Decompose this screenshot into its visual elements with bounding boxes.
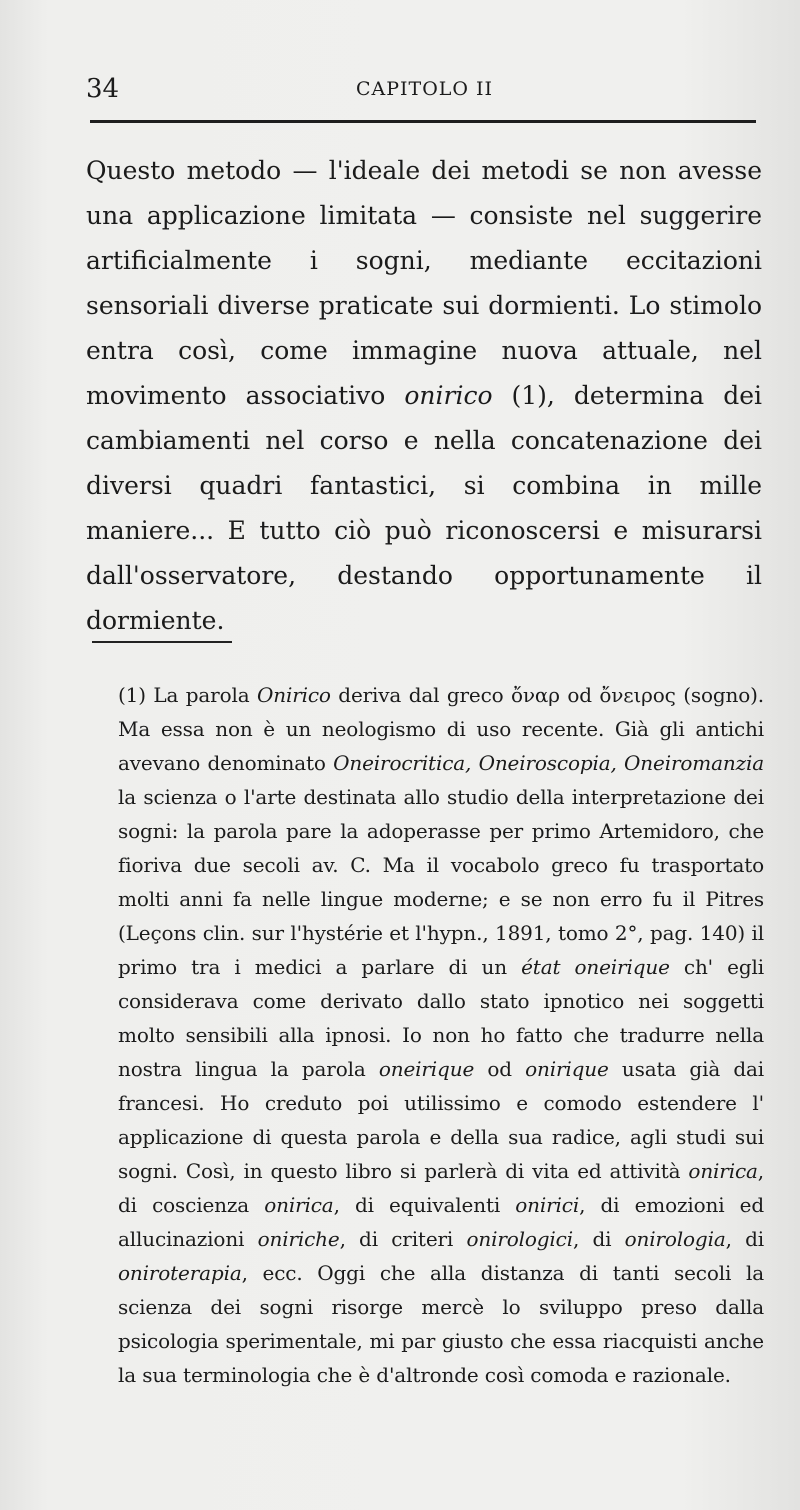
text-run: , di: [725, 1227, 764, 1251]
italic-term: onirologici: [466, 1227, 573, 1251]
footnote-separator: [92, 641, 232, 643]
italic-term: onirico: [404, 381, 493, 410]
text-run: (1) La parola: [118, 683, 257, 707]
text-run: , di: [572, 1227, 625, 1251]
italic-term: onirica: [264, 1193, 334, 1217]
italic-term: onirici: [515, 1193, 580, 1217]
footnote-paragraph: [92, 678, 764, 1392]
text-run: ch' egli considerava come derivato dallo stato ipnotico nei soggetti molto sensibili alla ipnosi. Io non ho fatto che tradurre nella nostra lingua la parola: [118, 955, 764, 1081]
italic-term: oniriche: [257, 1227, 340, 1251]
footnote: [92, 678, 764, 1392]
text-run: usata già dai francesi. Ho creduto poi utilissimo e comodo estendere l' applicazione di questa parola e della sua radice, agli studi sui sogni. Così, in questo libro si parlerà di vita ed attività: [118, 1057, 764, 1183]
text-run: Questo metodo — l'ideale dei metodi se non avesse una applicazione limitata — consiste nel suggerire artificialmente i sogni, mediante eccitazioni sensoriali diverse praticate sui dormienti. Lo stimolo entra così, come immagine nuova attuale, nel movimento associativo: [86, 156, 762, 410]
text-run: (1), determina dei cambiamenti nel corso e nella concatenazione dei diversi quadri fantastici, si combina in mille maniere... E tutto ciò può riconoscersi e misurarsi dall'osservatore, destando opportunamente il dormiente.: [86, 381, 762, 635]
italic-term: Oneirocritica, Oneiroscopia, Oneiromanzia: [333, 751, 764, 775]
text-run: , di emozioni ed allucinazioni: [118, 1193, 764, 1251]
italic-term: onirique: [525, 1057, 609, 1081]
text-run: , di criteri: [339, 1227, 467, 1251]
text-run: od: [474, 1057, 526, 1081]
text-run: , di coscienza: [118, 1159, 764, 1217]
text-run: deriva dal greco ὄναρ od ὄνειρος (sogno). Ma essa non è un neologismo di uso recente. Già gli antichi avevano denominato: [118, 683, 765, 775]
italic-term: Onirico: [256, 683, 331, 707]
italic-term: onirica: [688, 1159, 758, 1183]
running-head: CAPITOLO II: [356, 78, 494, 100]
paragraph: [86, 148, 762, 643]
italic-term: état oneirique: [521, 955, 670, 979]
page-number: 34: [86, 74, 120, 104]
text-run: , di equivalenti: [333, 1193, 516, 1217]
header-rule: [90, 120, 756, 123]
italic-term: oneirique: [378, 1057, 475, 1081]
text-run: la scienza o l'arte destinata allo studio della interpretazione dei sogni: la parola pare la adoperasse per primo Artemidoro, che fioriva due secoli av. C. Ma il vocabolo greco fu trasportato molti anni fa nelle lingue moderne; e se non erro fu il Pitres (Leçons clin. sur l'hystérie et l'hypn., 1891, tomo 2°, pag. 140) il primo tra i medici a parlare di un: [118, 785, 764, 979]
italic-term: oniroterapia: [118, 1261, 242, 1285]
italic-term: onirologia: [624, 1227, 726, 1251]
text-run: , ecc. Oggi che alla distanza di tanti secoli la scienza dei sogni risorge mercè lo sviluppo preso dalla psicologia sperimentale, mi par giusto che essa riacquisti anche la sua terminologia che è d'altronde così comoda e razionale.: [118, 1261, 764, 1387]
main-paragraph: [86, 148, 762, 643]
page-header: [86, 70, 756, 110]
